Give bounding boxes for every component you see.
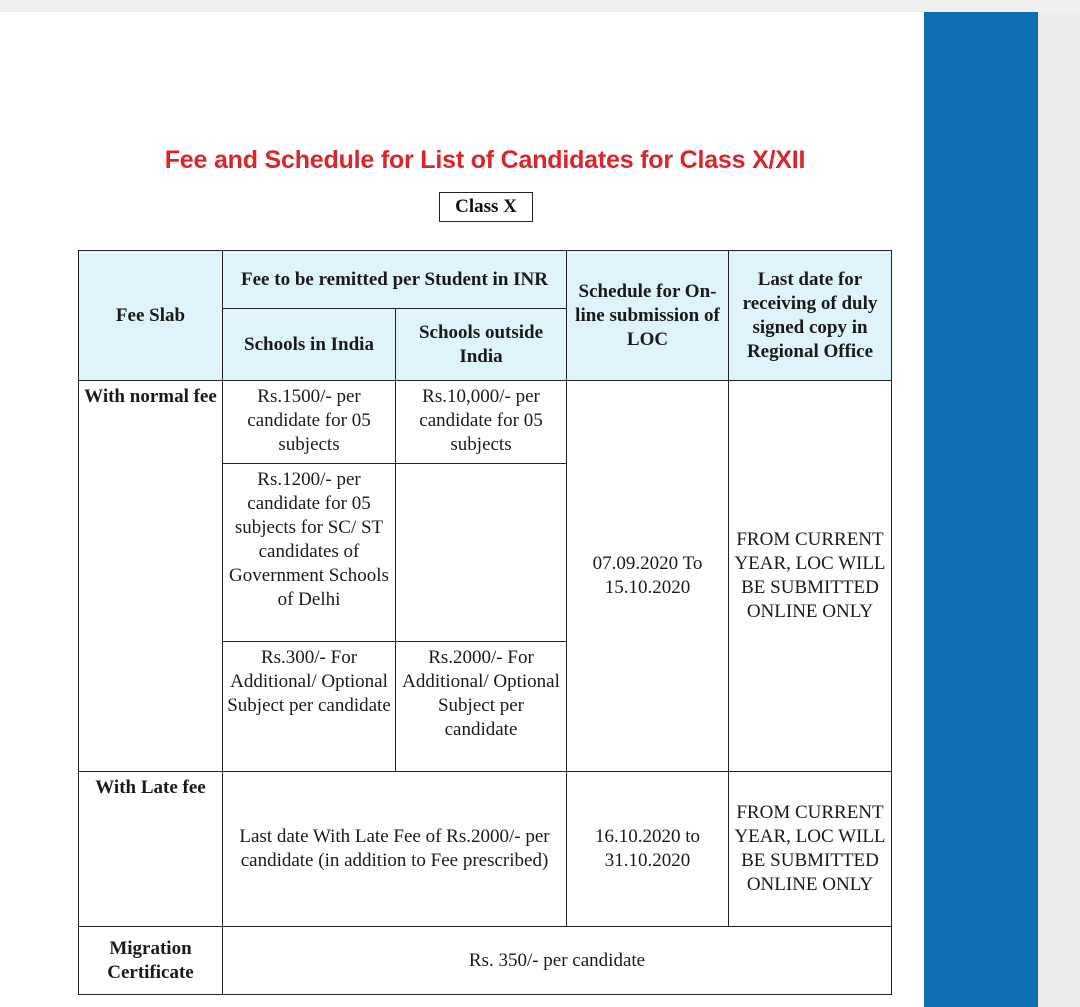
row-label-normal-fee: With normal fee [79,381,223,772]
header-schools-outside: Schools outside India [396,309,567,381]
row-label-migration: Migration Certificate [79,927,223,995]
cell-normal-outside-1: Rs.10,000/- per candidate for 05 subjects [396,381,567,464]
top-bar [0,0,1080,12]
cell-normal-india-1: Rs.1500/- per candidate for 05 subjects [223,381,396,464]
right-margin [1038,12,1080,1007]
cell-normal-schedule: 07.09.2020 To 15.10.2020 [567,381,729,772]
header-schools-india: Schools in India [223,309,396,381]
cell-normal-outside-3: Rs.2000/- For Additional/ Optional Subject per candidate [396,642,567,772]
fee-schedule-table [78,250,892,995]
cell-late-schedule: 16.10.2020 to 31.10.2020 [567,772,729,927]
header-last-date: Last date for receiving of duly signed copy in Regional Office [729,251,892,381]
cell-normal-india-2: Rs.1200/- per candidate for 05 subjects for SC/ ST candidates of Government Schools of Delhi [223,464,396,642]
cell-late-last-date: FROM CURRENT YEAR, LOC WILL BE SUBMITTED ONLINE ONLY [729,772,892,927]
header-fee-slab: Fee Slab [79,251,223,381]
header-fee-group: Fee to be remitted per Student in INR [223,251,567,309]
cell-migration-fee: Rs. 350/- per candidate [223,927,892,995]
document-title: Fee and Schedule for List of Candidates for Class X/XII [164,146,806,174]
header-schedule: Schedule for On-line submission of LOC [567,251,729,381]
cell-normal-outside-2 [396,464,567,642]
cell-late-fee-text: Last date With Late Fee of Rs.2000/- per candidate (in addition to Fee prescribed) [223,772,567,927]
cell-normal-india-3: Rs.300/- For Additional/ Optional Subject per candidate [223,642,396,772]
cell-normal-last-date: FROM CURRENT YEAR, LOC WILL BE SUBMITTED ONLINE ONLY [729,381,892,772]
class-label: Class X [439,192,533,222]
row-label-late-fee: With Late fee [79,772,223,927]
